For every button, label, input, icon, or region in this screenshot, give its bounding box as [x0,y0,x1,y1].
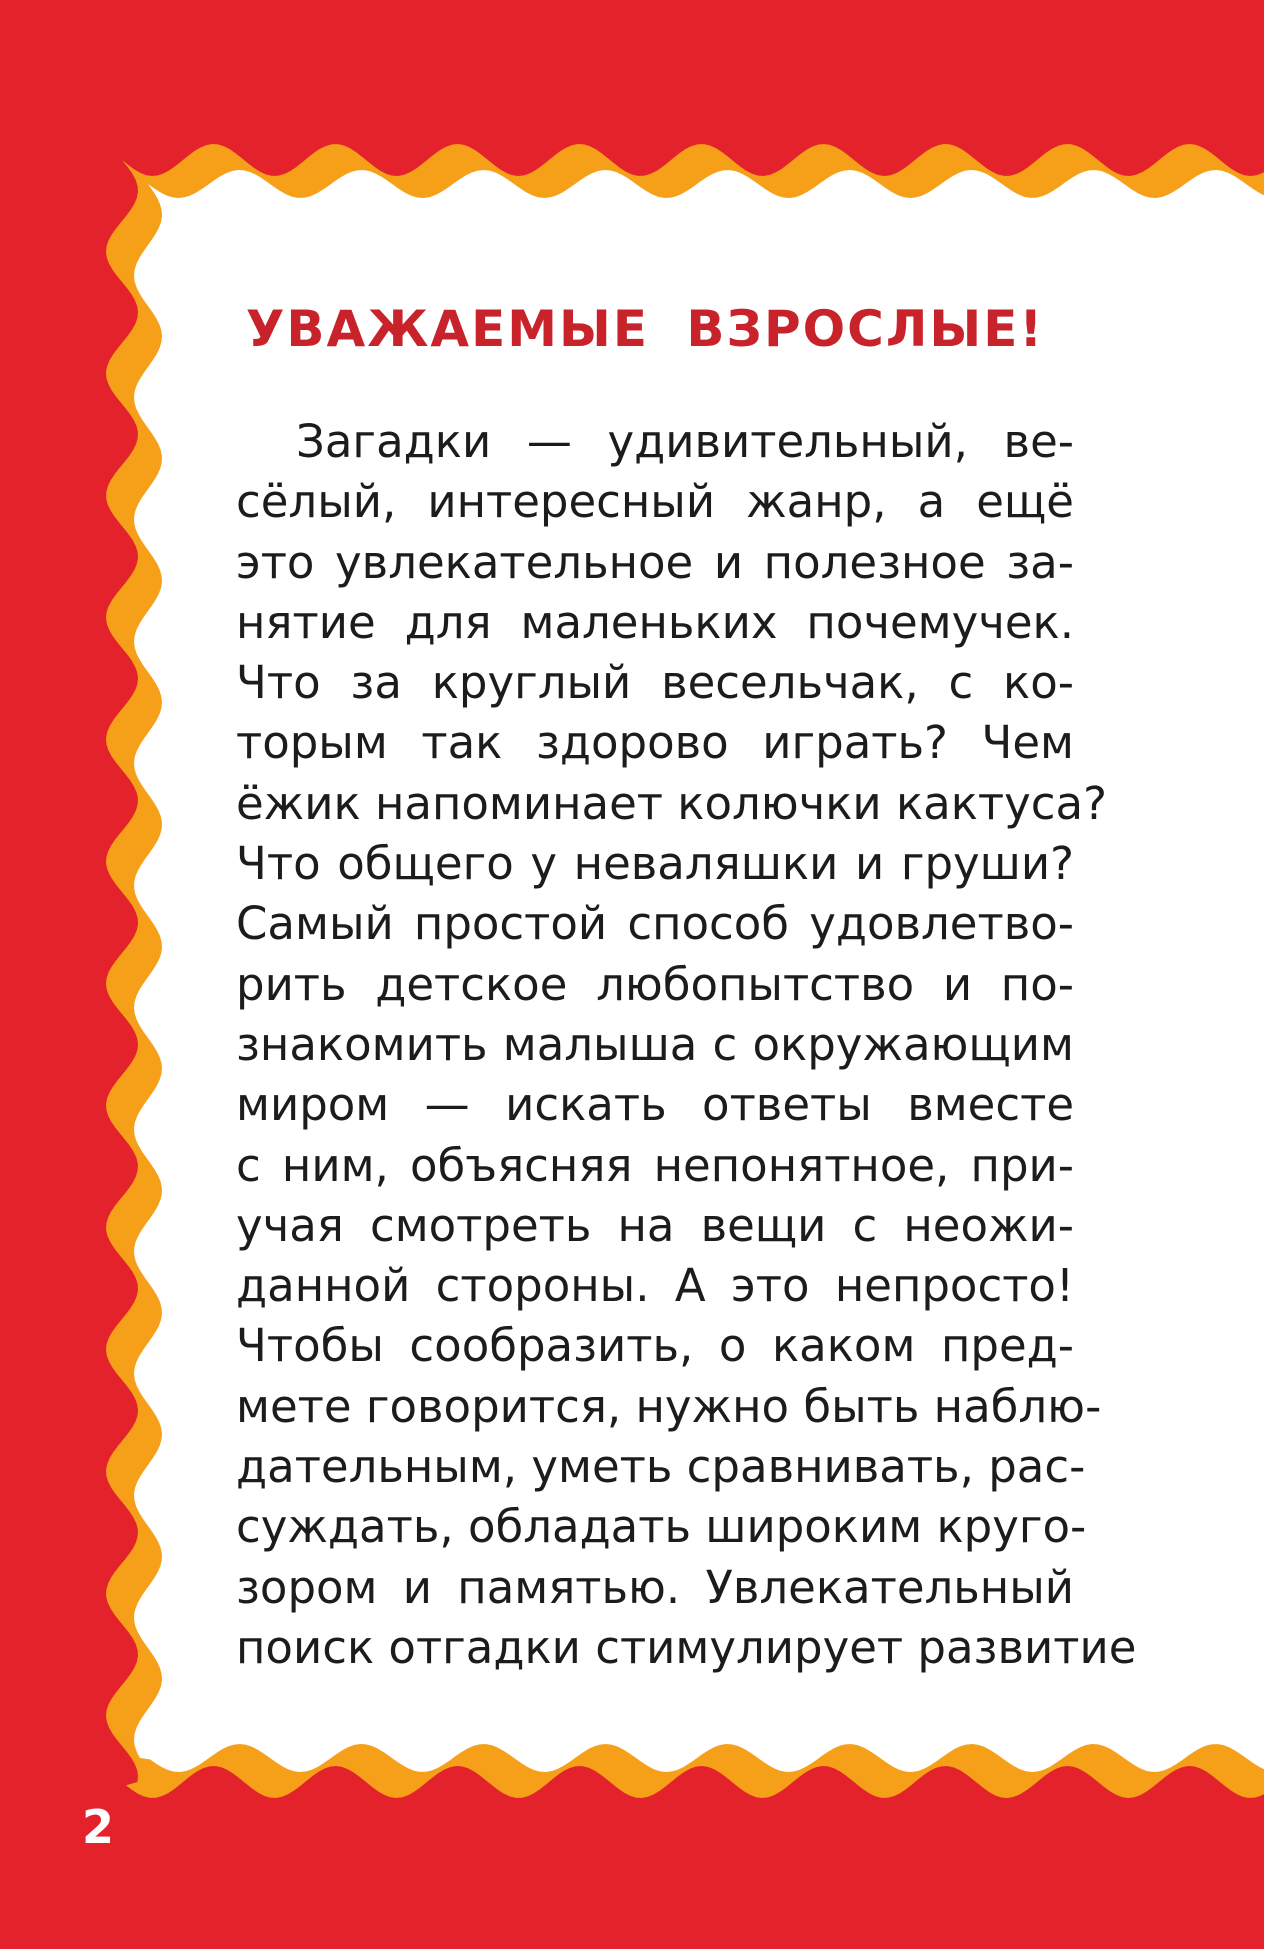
body-line: мете говорится, нужно быть наблю- [236,1379,1102,1433]
body-line: суждать, обладать широким круго- [236,1500,1087,1554]
body-line: Загадки — удивительный, ве- [296,415,1074,468]
body-line: миром — искать ответы вместе [236,1078,1074,1132]
body-line: сёлый, интересный жанр, а ещё [236,475,1074,529]
body-line: данной стороны. А это непросто! [236,1259,1074,1313]
body-line: поиск отгадки стимулирует развитие [236,1620,1137,1674]
body-line: это увлекательное и полезное за- [236,535,1074,589]
body-line: зором и памятью. Увлекательный [236,1560,1074,1614]
body-line: с ним, объясняя непонятное, при- [236,1138,1074,1192]
page-title: УВАЖАЕМЫЕ ВЗРОСЛЫЕ! [245,300,1045,358]
body-line: торым так здорово играть? Чем [236,716,1074,770]
body-line: знакомить малыша с окружающим [236,1017,1074,1071]
body-text [236,412,1137,1678]
page-number: 2 [82,1800,115,1854]
body-line: рить детское любопытство и по- [236,957,1074,1011]
body-line: Самый простой способ удовлетво- [236,897,1074,951]
body-line: Что за круглый весельчак, с ко- [236,656,1074,710]
body-line: нятие для маленьких почемучек. [236,595,1074,649]
body-line: учая смотреть на вещи с неожи- [236,1198,1074,1252]
body-line: Чтобы сообразить, о каком пред- [236,1319,1074,1373]
body-line: ёжик напоминает колючки кактуса? [236,776,1107,830]
body-line: дательным, уметь сравнивать, рас- [236,1440,1086,1494]
body-line: Что общего у неваляшки и груши? [236,837,1074,891]
